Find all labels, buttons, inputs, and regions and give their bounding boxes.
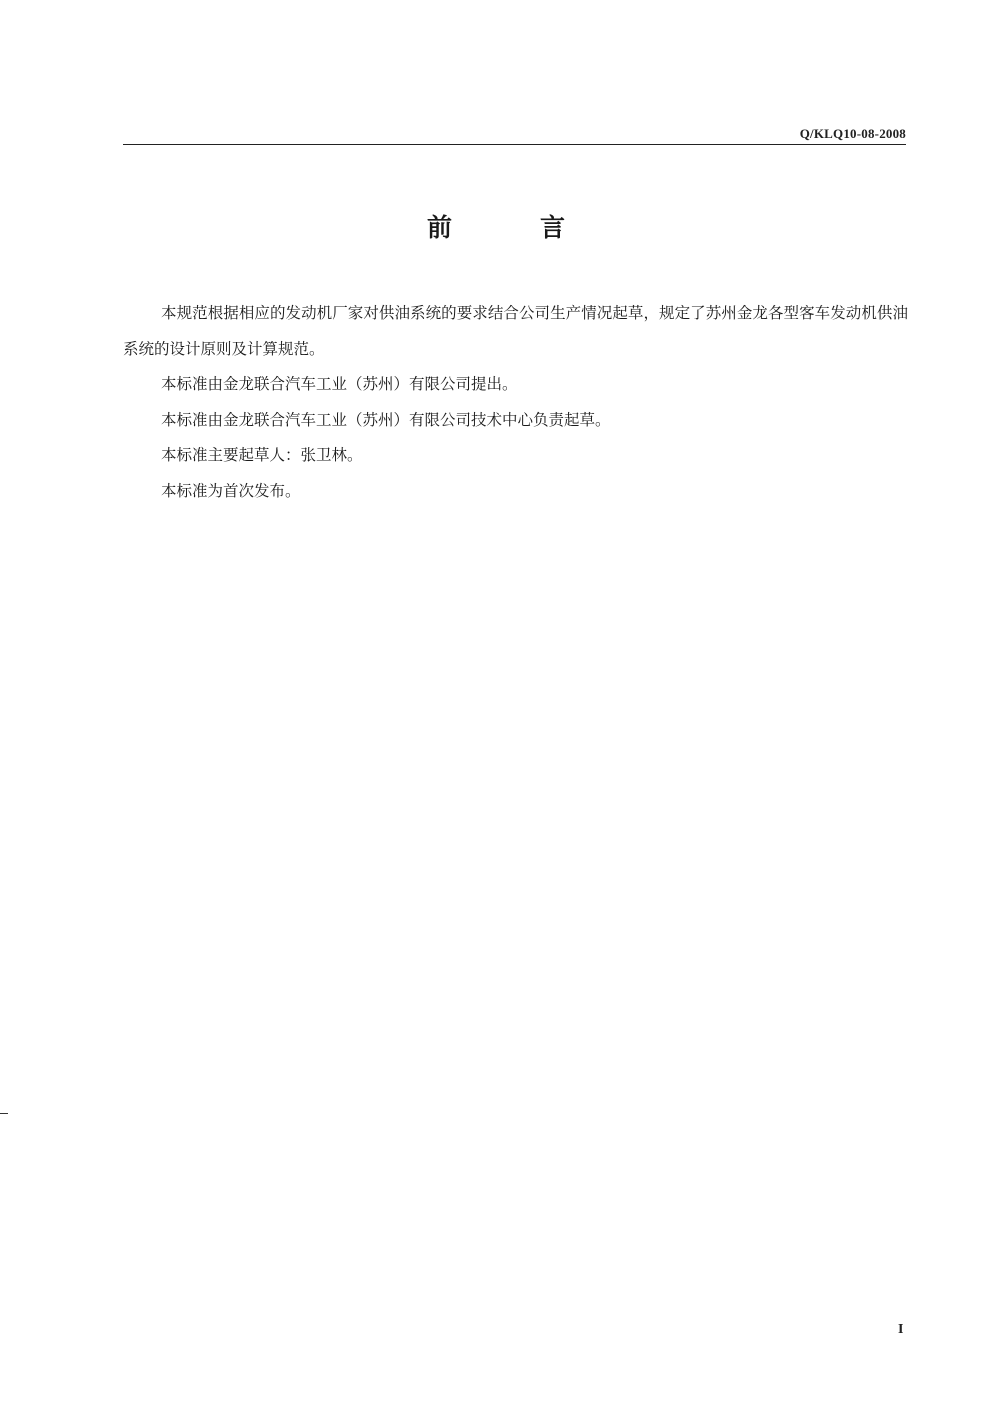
paragraph-drafted-by: 本标准由金龙联合汽车工业（苏州）有限公司技术中心负责起草。 [161,410,611,429]
edge-mark [0,1113,8,1114]
foreword-body [123,296,908,509]
paragraph-first-release: 本标准为首次发布。 [161,481,301,500]
paragraph-scope: 本规范根据相应的发动机厂家对供油系统的要求结合公司生产情况起草，规定了苏州金龙各型客车发动机供油系统的设计原则及计算规范。 [123,304,908,358]
paragraph-proposed-by: 本标准由金龙联合汽车工业（苏州）有限公司提出。 [161,375,518,393]
standard-code: Q/KLQ10-08-2008 [799,126,906,141]
page-title: 前言 [426,213,653,242]
paragraph-main-drafter: 本标准主要起草人：张卫林。 [161,446,363,464]
header-rule [123,144,906,145]
page-number: I [898,1322,904,1337]
